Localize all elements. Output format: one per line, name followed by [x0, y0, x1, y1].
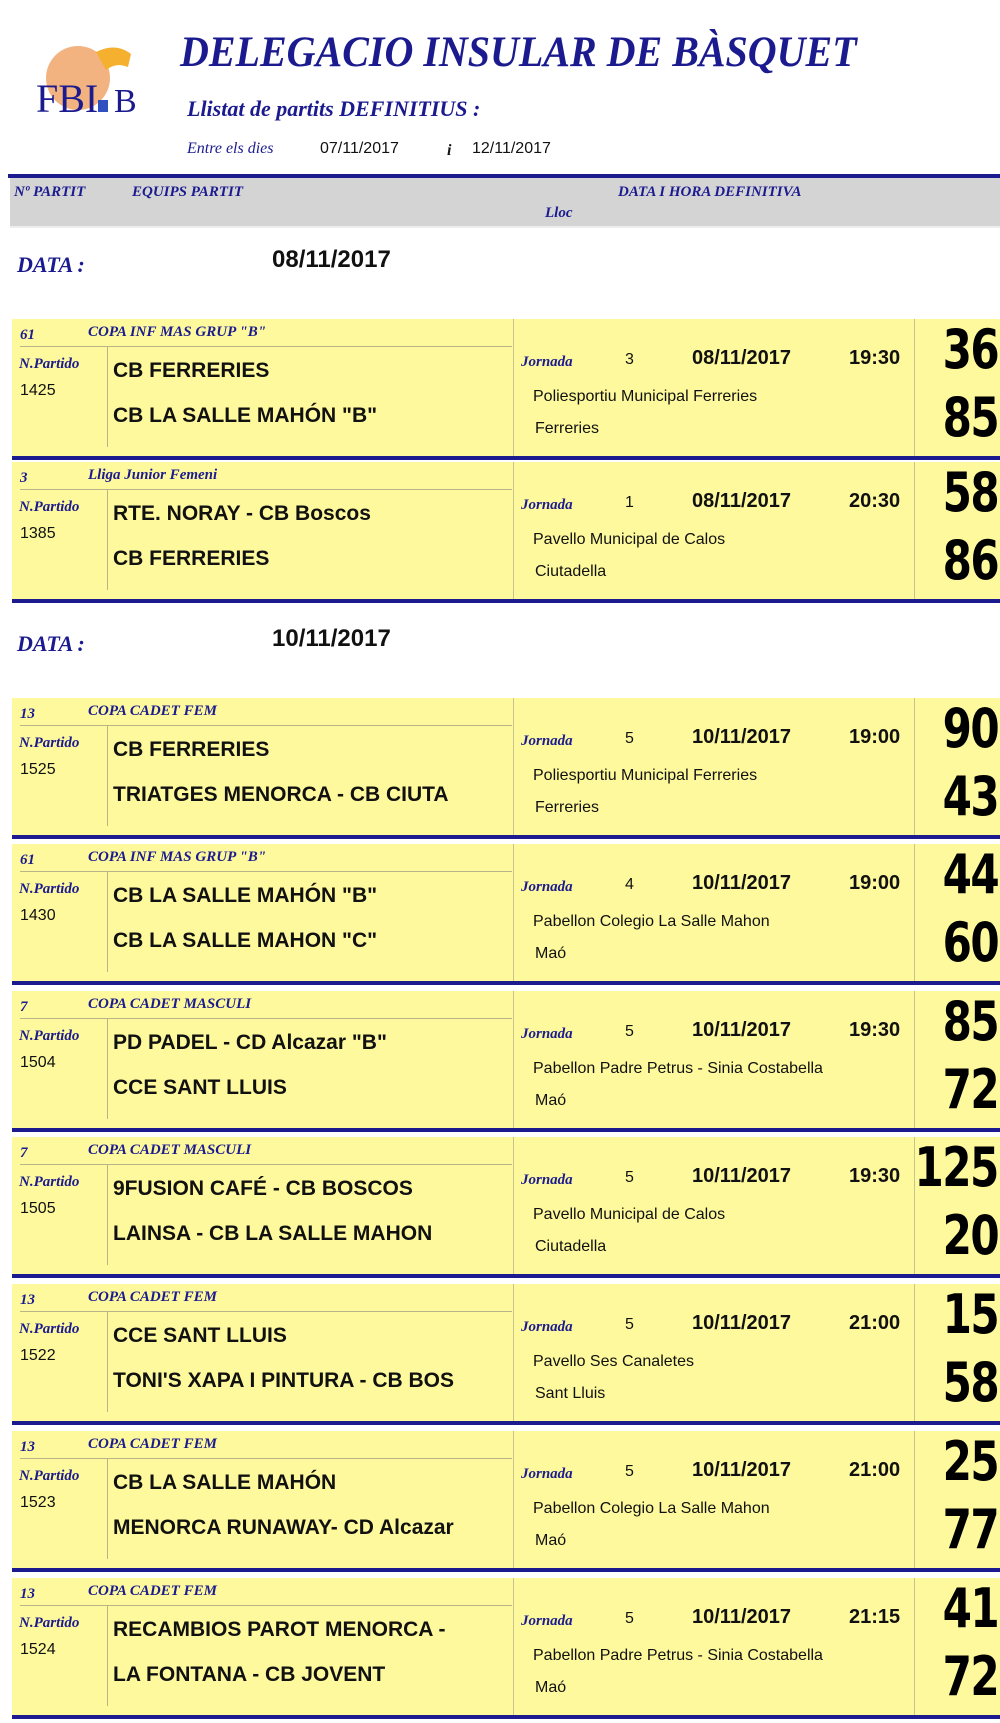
away-team: CCE SANT LLUIS — [113, 1076, 287, 1099]
home-team: CB LA SALLE MAHÓN — [113, 1471, 337, 1494]
divider — [914, 319, 915, 456]
divider — [513, 1284, 514, 1421]
match-time: 19:30 — [849, 1165, 901, 1187]
match-date: 10/11/2017 — [692, 1312, 791, 1334]
date-from: 07/11/2017 — [320, 140, 399, 157]
competition-name: COPA CADET MASCULI — [88, 996, 252, 1012]
away-team: MENORCA RUNAWAY- CD Alcazar — [113, 1516, 454, 1539]
away-team: CB LA SALLE MAHÓN "B" — [113, 404, 378, 427]
jornada-label: Jornada — [521, 1172, 573, 1188]
jornada-number: 5 — [625, 1316, 634, 1333]
match-code: 1522 — [20, 1347, 56, 1364]
match-code: 1525 — [20, 761, 56, 778]
venue-name: Poliesportiu Municipal Ferreries — [533, 388, 758, 405]
divider — [20, 1311, 512, 1312]
jornada-label: Jornada — [521, 497, 573, 513]
away-score: 85 — [942, 386, 998, 449]
match-card — [12, 698, 1000, 839]
match-time: 21:15 — [849, 1606, 901, 1628]
match-time: 19:30 — [849, 1019, 901, 1041]
match-date: 10/11/2017 — [692, 1165, 791, 1187]
divider — [513, 991, 514, 1128]
jornada-number: 5 — [625, 730, 634, 747]
divider — [914, 462, 915, 599]
match-card — [12, 319, 1000, 460]
divider — [914, 698, 915, 835]
match-number: 7 — [20, 1145, 28, 1161]
page-subtitle: Llistat de partits DEFINITIUS : — [187, 96, 481, 121]
competition-name: COPA CADET FEM — [88, 1583, 217, 1599]
jornada-label: Jornada — [521, 354, 573, 370]
away-team: CB LA SALLE MAHON "C" — [113, 929, 378, 952]
range-separator: i — [447, 142, 452, 159]
venue-name: Pabellon Padre Petrus - Sinia Costabella — [533, 1060, 823, 1077]
away-score: 77 — [942, 1498, 998, 1561]
venue-name: Pavello Municipal de Calos — [533, 1206, 726, 1223]
divider — [513, 1431, 514, 1568]
match-code: 1425 — [20, 382, 56, 399]
npartido-label: N.Partido — [19, 1174, 80, 1190]
match-time: 19:00 — [849, 726, 901, 748]
date-to: 12/11/2017 — [472, 140, 551, 157]
divider — [107, 1165, 108, 1265]
match-code: 1504 — [20, 1054, 56, 1071]
npartido-label: N.Partido — [19, 1321, 80, 1337]
divider — [513, 462, 514, 599]
divider — [513, 844, 514, 981]
match-number: 13 — [20, 1292, 35, 1308]
home-score: 58 — [942, 461, 998, 524]
away-score: 72 — [942, 1058, 998, 1121]
range-label: Entre els dies — [187, 140, 274, 157]
divider — [513, 698, 514, 835]
match-code: 1523 — [20, 1494, 56, 1511]
competition-name: Lliga Junior Femeni — [88, 467, 218, 483]
home-team: CB FERRERIES — [113, 359, 270, 382]
venue-name: Pabellon Colegio La Salle Mahon — [533, 913, 770, 930]
match-number: 61 — [20, 852, 35, 868]
home-score: 41 — [942, 1577, 998, 1640]
away-team: TONI'S XAPA I PINTURA - CB BOS — [113, 1369, 455, 1392]
jornada-number: 4 — [625, 876, 634, 893]
page-title: DELEGACIO INSULAR DE BÀSQUET — [180, 29, 857, 76]
competition-name: COPA INF MAS GRUP "B" — [88, 849, 267, 865]
npartido-label: N.Partido — [19, 881, 80, 897]
jornada-label: Jornada — [521, 733, 573, 749]
divider — [914, 1578, 915, 1715]
divider — [20, 346, 512, 347]
divider — [107, 1459, 108, 1559]
divider — [513, 1578, 514, 1715]
match-date: 10/11/2017 — [692, 1019, 791, 1041]
col-datetime: DATA I HORA DEFINITIVA — [618, 184, 802, 200]
match-time: 19:00 — [849, 872, 901, 894]
home-score: 25 — [942, 1430, 998, 1493]
npartido-label: N.Partido — [19, 356, 80, 372]
venue-city: Ciutadella — [535, 563, 607, 580]
venue-name: Pavello Municipal de Calos — [533, 531, 726, 548]
npartido-label: N.Partido — [19, 1615, 80, 1631]
match-card — [12, 1284, 1000, 1425]
venue-city: Maó — [535, 1679, 567, 1696]
match-code: 1505 — [20, 1200, 56, 1217]
away-score: 86 — [942, 529, 998, 592]
match-card — [12, 1578, 1000, 1719]
venue-name: Pavello Ses Canaletes — [533, 1353, 694, 1370]
match-date: 10/11/2017 — [692, 1459, 791, 1481]
match-time: 20:30 — [849, 490, 901, 512]
svg-text:B: B — [114, 83, 137, 120]
jornada-label: Jornada — [521, 1319, 573, 1335]
col-num: Nº PARTIT — [14, 184, 86, 200]
jornada-label: Jornada — [521, 1466, 573, 1482]
jornada-number: 5 — [625, 1169, 634, 1186]
home-team: CB LA SALLE MAHÓN "B" — [113, 884, 378, 907]
jornada-number: 1 — [625, 494, 634, 511]
match-card — [12, 462, 1000, 603]
date-group-value: 10/11/2017 — [272, 625, 391, 652]
venue-city: Ferreries — [535, 799, 600, 816]
npartido-label: N.Partido — [19, 499, 80, 515]
match-time: 19:30 — [849, 347, 901, 369]
divider — [20, 1164, 512, 1165]
home-team: RECAMBIOS PAROT MENORCA - — [113, 1618, 446, 1641]
divider — [107, 490, 108, 590]
match-time: 21:00 — [849, 1312, 901, 1334]
home-team: CCE SANT LLUIS — [113, 1324, 287, 1347]
venue-name: Poliesportiu Municipal Ferreries — [533, 767, 758, 784]
venue-name: Pabellon Padre Petrus - Sinia Costabella — [533, 1647, 823, 1664]
home-score: 90 — [942, 697, 998, 760]
divider — [914, 844, 915, 981]
away-team: CB FERRERIES — [113, 547, 270, 570]
divider — [20, 489, 512, 490]
away-team: LA FONTANA - CB JOVENT — [113, 1663, 386, 1686]
divider — [20, 871, 512, 872]
npartido-label: N.Partido — [19, 1028, 80, 1044]
divider — [914, 1431, 915, 1568]
venue-city: Maó — [535, 1532, 567, 1549]
home-team: 9FUSION CAFÉ - CB BOSCOS — [113, 1177, 413, 1200]
match-number: 13 — [20, 1439, 35, 1455]
divider — [20, 1605, 512, 1606]
divider — [914, 991, 915, 1128]
venue-city: Ferreries — [535, 420, 600, 437]
venue-name: Pabellon Colegio La Salle Mahon — [533, 1500, 770, 1517]
match-card — [12, 1431, 1000, 1572]
away-score: 20 — [942, 1204, 998, 1267]
competition-name: COPA CADET FEM — [88, 1436, 217, 1452]
competition-name: COPA CADET MASCULI — [88, 1142, 252, 1158]
match-date: 10/11/2017 — [692, 1606, 791, 1628]
date-group-label: DATA : — [17, 252, 85, 277]
competition-name: COPA CADET FEM — [88, 1289, 217, 1305]
match-card — [12, 844, 1000, 985]
divider — [107, 872, 108, 972]
match-code: 1524 — [20, 1641, 56, 1658]
col-teams: EQUIPS PARTIT — [132, 184, 243, 200]
jornada-label: Jornada — [521, 1026, 573, 1042]
home-team: CB FERRERIES — [113, 738, 270, 761]
home-score: 15 — [942, 1283, 998, 1346]
match-number: 7 — [20, 999, 28, 1015]
divider — [107, 1019, 108, 1119]
jornada-number: 3 — [625, 351, 634, 368]
npartido-label: N.Partido — [19, 1468, 80, 1484]
jornada-number: 5 — [625, 1023, 634, 1040]
home-team: RTE. NORAY - CB Boscos — [113, 502, 371, 525]
match-number: 13 — [20, 706, 35, 722]
jornada-label: Jornada — [521, 879, 573, 895]
home-team: PD PADEL - CD Alcazar "B" — [113, 1031, 387, 1054]
competition-name: COPA CADET FEM — [88, 703, 217, 719]
match-number: 3 — [20, 470, 28, 486]
away-score: 43 — [942, 765, 998, 828]
match-date: 10/11/2017 — [692, 872, 791, 894]
away-team: TRIATGES MENORCA - CB CIUTA — [113, 783, 449, 806]
match-code: 1430 — [20, 907, 56, 924]
jornada-number: 5 — [625, 1610, 634, 1627]
venue-city: Maó — [535, 1092, 567, 1109]
divider — [20, 725, 512, 726]
competition-name: COPA INF MAS GRUP "B" — [88, 324, 267, 340]
home-score: 44 — [942, 843, 998, 906]
home-score: 85 — [942, 990, 998, 1053]
venue-city: Maó — [535, 945, 567, 962]
divider — [107, 1312, 108, 1412]
jornada-number: 5 — [625, 1463, 634, 1480]
venue-city: Sant Lluis — [535, 1385, 606, 1402]
match-card — [12, 1137, 1000, 1278]
npartido-label: N.Partido — [19, 735, 80, 751]
away-score: 58 — [942, 1351, 998, 1414]
jornada-label: Jornada — [521, 1613, 573, 1629]
col-place: Lloc — [545, 205, 573, 221]
divider — [20, 1458, 512, 1459]
svg-text:FBI: FBI — [36, 76, 99, 121]
venue-city: Ciutadella — [535, 1238, 607, 1255]
match-number: 13 — [20, 1586, 35, 1602]
match-date: 08/11/2017 — [692, 490, 791, 512]
match-date: 08/11/2017 — [692, 347, 791, 369]
match-date: 10/11/2017 — [692, 726, 791, 748]
divider — [914, 1284, 915, 1421]
home-score: 125 — [914, 1136, 998, 1199]
away-score: 60 — [942, 911, 998, 974]
divider — [107, 726, 108, 826]
away-score: 72 — [942, 1645, 998, 1708]
match-number: 61 — [20, 327, 35, 343]
divider — [107, 347, 108, 447]
divider — [513, 1137, 514, 1274]
date-group-value: 08/11/2017 — [272, 246, 391, 273]
away-team: LAINSA - CB LA SALLE MAHON — [113, 1222, 433, 1245]
match-code: 1385 — [20, 525, 56, 542]
date-group-label: DATA : — [17, 631, 85, 656]
divider — [20, 1018, 512, 1019]
home-score: 36 — [942, 318, 998, 381]
match-card — [12, 991, 1000, 1132]
divider — [107, 1606, 108, 1706]
match-time: 21:00 — [849, 1459, 901, 1481]
fbib-logo — [36, 42, 146, 132]
divider — [513, 319, 514, 456]
